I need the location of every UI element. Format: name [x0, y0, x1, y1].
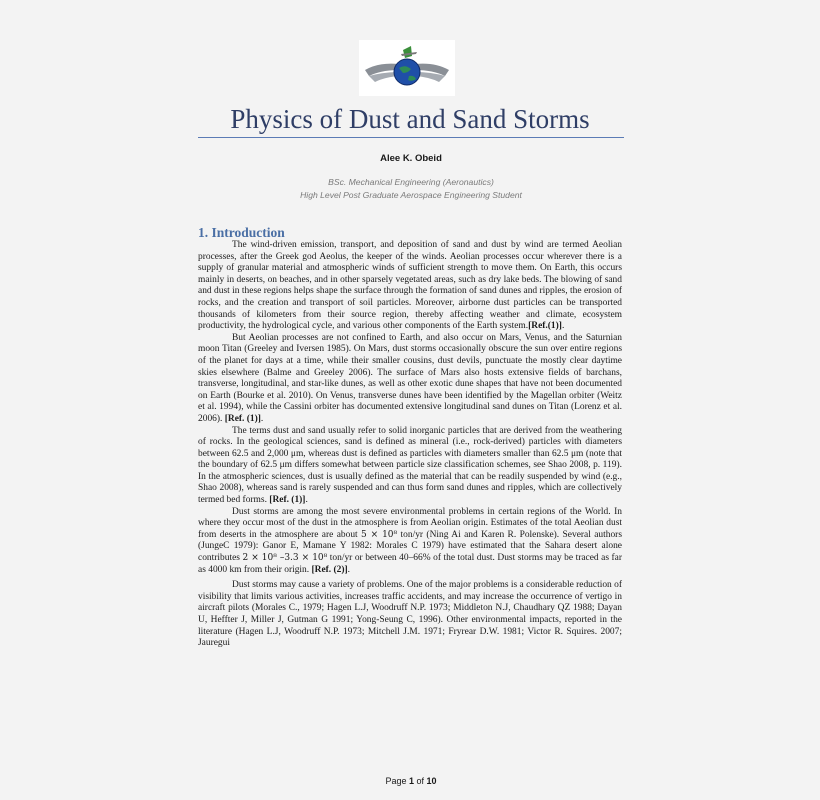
title-underline: [198, 137, 624, 138]
paragraph-2-text: But Aeolian processes are not confined to Earth, and also occur on Mars, Venus, and the Saturnian moon Titan (Greeley and Iversen 1985). On Mars, dust storms occasionally obscure the sun over entire regions of the planet for days at a time, while their smaller cousins, dust devils, punctuate the mostly clear daytime skies elsewhere (Balme and Greeley 2006). The surface of Mars also hosts extensive fields of barchans, transverse, longitudinal, and star-like dunes, as well as other exotic dune shapes that have not been documented on Earth (Bourke et al. 2010). On Venus, transverse dunes have been identified by the Magellan orbiter (Weitz et al. 1994), while the Cassini orbiter has documented extensive longitudinal sand dunes on Titan (Lorenz et al. 2006).: [198, 332, 622, 424]
affiliation-line-1: BSc. Mechanical Engineering (Aeronautics): [328, 177, 494, 187]
paragraph-1: [198, 240, 622, 333]
paragraph-4-end: .: [347, 564, 351, 575]
page-footer: [198, 776, 624, 786]
paragraph-3: [198, 426, 622, 507]
math-expression-2: 2 × 10⁸ –3.3 × 10⁸: [242, 553, 328, 564]
paragraph-5: [198, 580, 622, 650]
math-expression-1: 5 × 10⁸: [361, 529, 398, 540]
affiliation-line-2: High Level Post Graduate Aerospace Engineering Student: [300, 190, 522, 200]
reference-4: [Ref. (2)]: [311, 564, 348, 575]
reference-2: [Ref. (1)]: [224, 413, 261, 424]
paragraph-1-text: The wind-driven emission, transport, and deposition of sand and dust by wind are termed Aeolian processes, after the Greek god Aeolus, the keeper of the winds. Aeolian processes occur wherever there is a supply of granular material and atmospheric winds of sufficient strength to move them. On Earth, this occurs mainly in deserts, on beaches, and in other sparsely vegetated areas, such as dry lake beds. The blowing of sand and dust in these regions helps shape the surface through the formation of sand dunes and ripples, the erosion of rocks, and the creation and transport of soil particles. Moreover, airborne dust particles can be transported thousands of kilometers from their source region, thereby affecting weather and climate, ecosystem productivity, the hydrological cycle, and various other components of the Earth system.: [198, 240, 622, 332]
paragraph-4-text-b: ton/yr (Ning Ai and Karen R. Polenske). Several authors (JungeC 1979): Ganor E, Mamane Y 1982: Morales C 1979) have estimated that the Sahara desert alone contributes: [198, 529, 622, 564]
reference-3: [Ref. (1)]: [269, 495, 306, 506]
footer-page-label: Page: [385, 776, 407, 786]
paragraph-4: [198, 507, 622, 577]
paragraph-4-text-a: Dust storms are among the most severe environmental problems in certain regions of the World. In where they occur most of the dust in the atmosphere is from Aeolian origin. Estimates of the total Aeolian dust from deserts in the atmosphere are about: [198, 506, 622, 540]
paragraph-4-text-c: ton/yr or between 40–66% of the total dust. Dust storms may be traced as far as 4000 km from their origin.: [198, 553, 622, 575]
section-heading-introduction: 1. Introduction: [198, 225, 285, 240]
paragraph-2-end: .: [260, 413, 264, 424]
paragraph-5-text: Dust storms may cause a variety of problems. One of the major problems is a considerable reduction of visibility that limits various activities, increases traffic accidents, and may increase the occurrence of vertigo in aircraft pilots (Morales C., 1979; Hagen L.J, Woodruff N.P. 1973; Middleton N.J, Chaudhary QZ 1988; Dayan U, Heffter J, Miller J, Gutman G 1991; Yong-Seung C, 1996). Other environmental impacts, reported in the literature (Hagen L.J, Woodruff N.P. 1973; Mitchell J.M. 1971; Fryrear D.W. 1981; Victor R. Squires. 2007; Jauregui: [198, 580, 622, 649]
footer-total-pages: 10: [426, 776, 437, 786]
paragraph-1-end: .: [561, 321, 565, 332]
paragraph-2: [198, 333, 622, 426]
paper-title: Physics of Dust and Sand Storms: [230, 104, 590, 134]
body-text: [198, 240, 622, 650]
paragraph-3-text: The terms dust and sand usually refer to solid inorganic particles that are derived from the weathering of rocks. In the geological sciences, sand is defined as mineral (i.e., rock-derived) particles with diameters between 62.5 and 2,000 μm, whereas dust is defined as particles with diameters smaller than 62.5 μm (note that the boundary of 62.5 μm differs somewhat between particle size classification schemes, see Shao 2008, p. 119). In the atmospheric sciences, dust is usually defined as the material that can be readily suspended by wind (e.g., Shao 2008), whereas sand is rarely suspended and can thus form sand dunes and ripples, which are collectively termed bed forms.: [198, 425, 622, 506]
paragraph-3-end: .: [305, 495, 308, 506]
footer-of-label: of: [416, 776, 425, 786]
reference-1: [Ref.(1)]: [528, 321, 562, 332]
footer-page-number: 1: [408, 776, 414, 786]
winged-globe-logo-icon: [359, 40, 455, 96]
author-name: Alee K. Obeid: [380, 153, 442, 164]
